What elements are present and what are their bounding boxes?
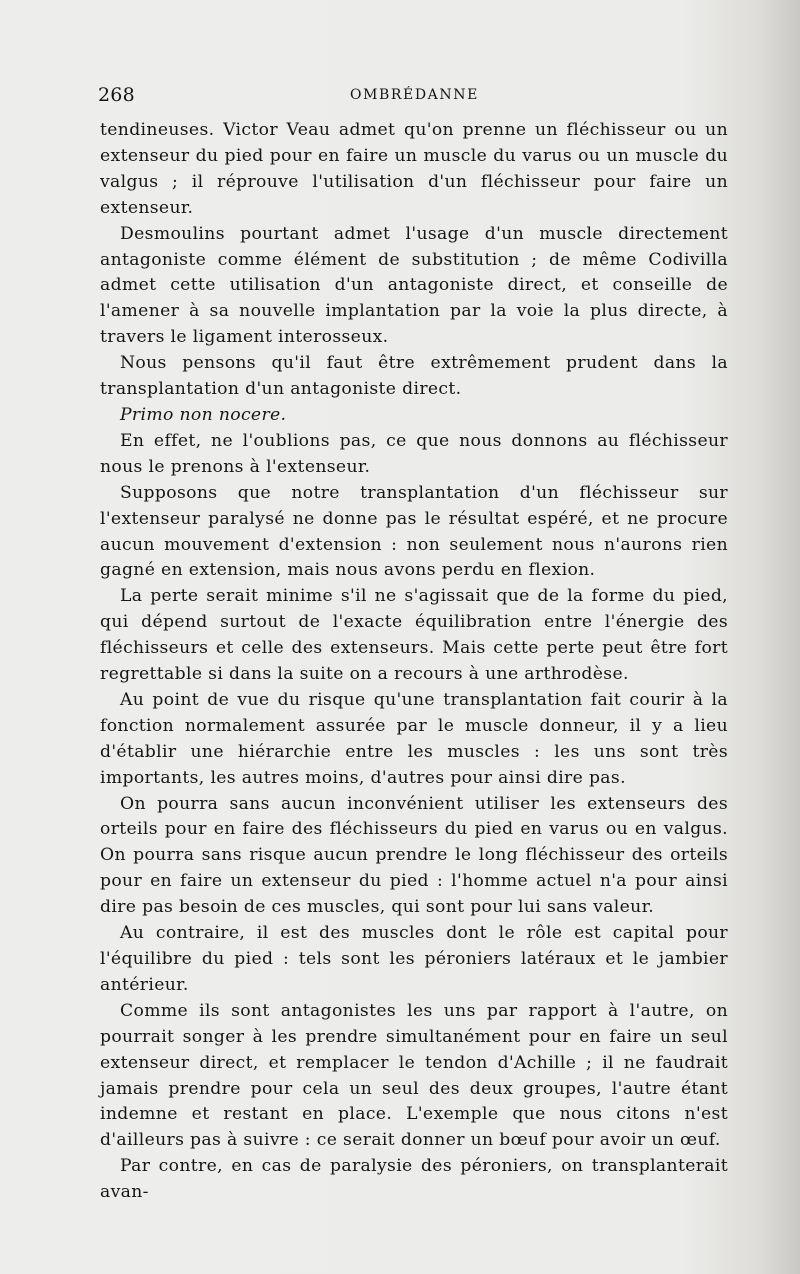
paragraph-peroneal-paralysis: Par contre, en cas de paralysie des péroniers, on transplanterait avan- bbox=[100, 1156, 728, 1203]
paragraph-antagonist-caution: Nous pensons qu'il faut être extrêmement prudent dans la transplantation d'un antagoniste direct. bbox=[100, 353, 728, 400]
paragraph-capital-muscles: Au contraire, il est des muscles dont le rôle est capital pour l'équilibre du pied : tels sont les péroniers latéraux et le jambier antérieur. bbox=[100, 923, 728, 995]
paragraph-flexor-extensor: En effet, ne l'oublions pas, ce que nous donnons au fléchisseur nous le prenons à l'extenseur. bbox=[100, 430, 728, 477]
paragraph-toe-extensors: On pourra sans aucun inconvénient utiliser les extenseurs des orteils pour en faire des fléchisseurs du pied en varus ou en valgus. On pourra sans risque aucun prendre le long fléchisseur des orteils pour en faire un extenseur du pied : l'homme actuel n'a pour ainsi dire pas besoin de ces muscles, qui sont pour lui sans valeur. bbox=[100, 793, 728, 918]
paragraph-continuation: tendineuses. Victor Veau admet qu'on prenne un fléchisseur ou un extenseur du pied pour en faire un muscle du varus ou un muscle du valgus ; il réprouve l'utilisation d'un fléchisseur pour faire un extenseur. bbox=[100, 120, 728, 218]
paragraph-hypothesis: Supposons que notre transplantation d'un fléchisseur sur l'extenseur paralysé ne donne pas le résultat espéré, et ne procure aucun mouvement d'extension : non seulement nous n'aurons rien gagné en extension, mais nous avons perdu en flexion. bbox=[100, 482, 728, 581]
body-text bbox=[100, 118, 728, 1206]
page-header bbox=[98, 84, 730, 112]
running-head: OMBRÉDANNE bbox=[350, 87, 479, 103]
paragraph-antagonists-achilles: Comme ils sont antagonistes les uns par rapport à l'autre, on pourrait songer à les prendre simultanément pour en faire un seul extenseur direct, et remplacer le tendon d'Achille ; il ne faudrait jamais prendre pour cela un seul des deux groupes, l'autre étant indemne et restant en place. L'exemple que nous citons n'est d'ailleurs pas à suivre : ce serait donner un bœuf pour avoir un œuf. bbox=[100, 1000, 728, 1151]
paragraph-desmoulins: Desmoulins pourtant admet l'usage d'un muscle directement antagoniste comme élément de substitution ; de même Codivilla admet cette utilisation d'un antagoniste direct, et conseille de l'amener à sa nouvelle implantation par la voie la plus directe, à travers le ligament interosseux. bbox=[100, 223, 728, 348]
page-number: 268 bbox=[98, 84, 135, 106]
paragraph-loss: La perte serait minime s'il ne s'agissait que de la forme du pied, qui dépend surtout de l'exacte équilibration entre l'énergie des fléchisseurs et celle des extenseurs. Mais cette perte peut être fort regrettable si dans la suite on a recours à une arthrodèse. bbox=[100, 586, 728, 685]
latin-maxim: Primo non nocere. bbox=[120, 404, 287, 425]
paragraph-risk-hierarchy: Au point de vue du risque qu'une transplantation fait courir à la fonction normalement assurée par le muscle donneur, il y a lieu d'établir une hiérarchie entre les muscles : les uns sont très importants, les autres moins, d'autres pour ainsi dire pas. bbox=[100, 689, 728, 788]
